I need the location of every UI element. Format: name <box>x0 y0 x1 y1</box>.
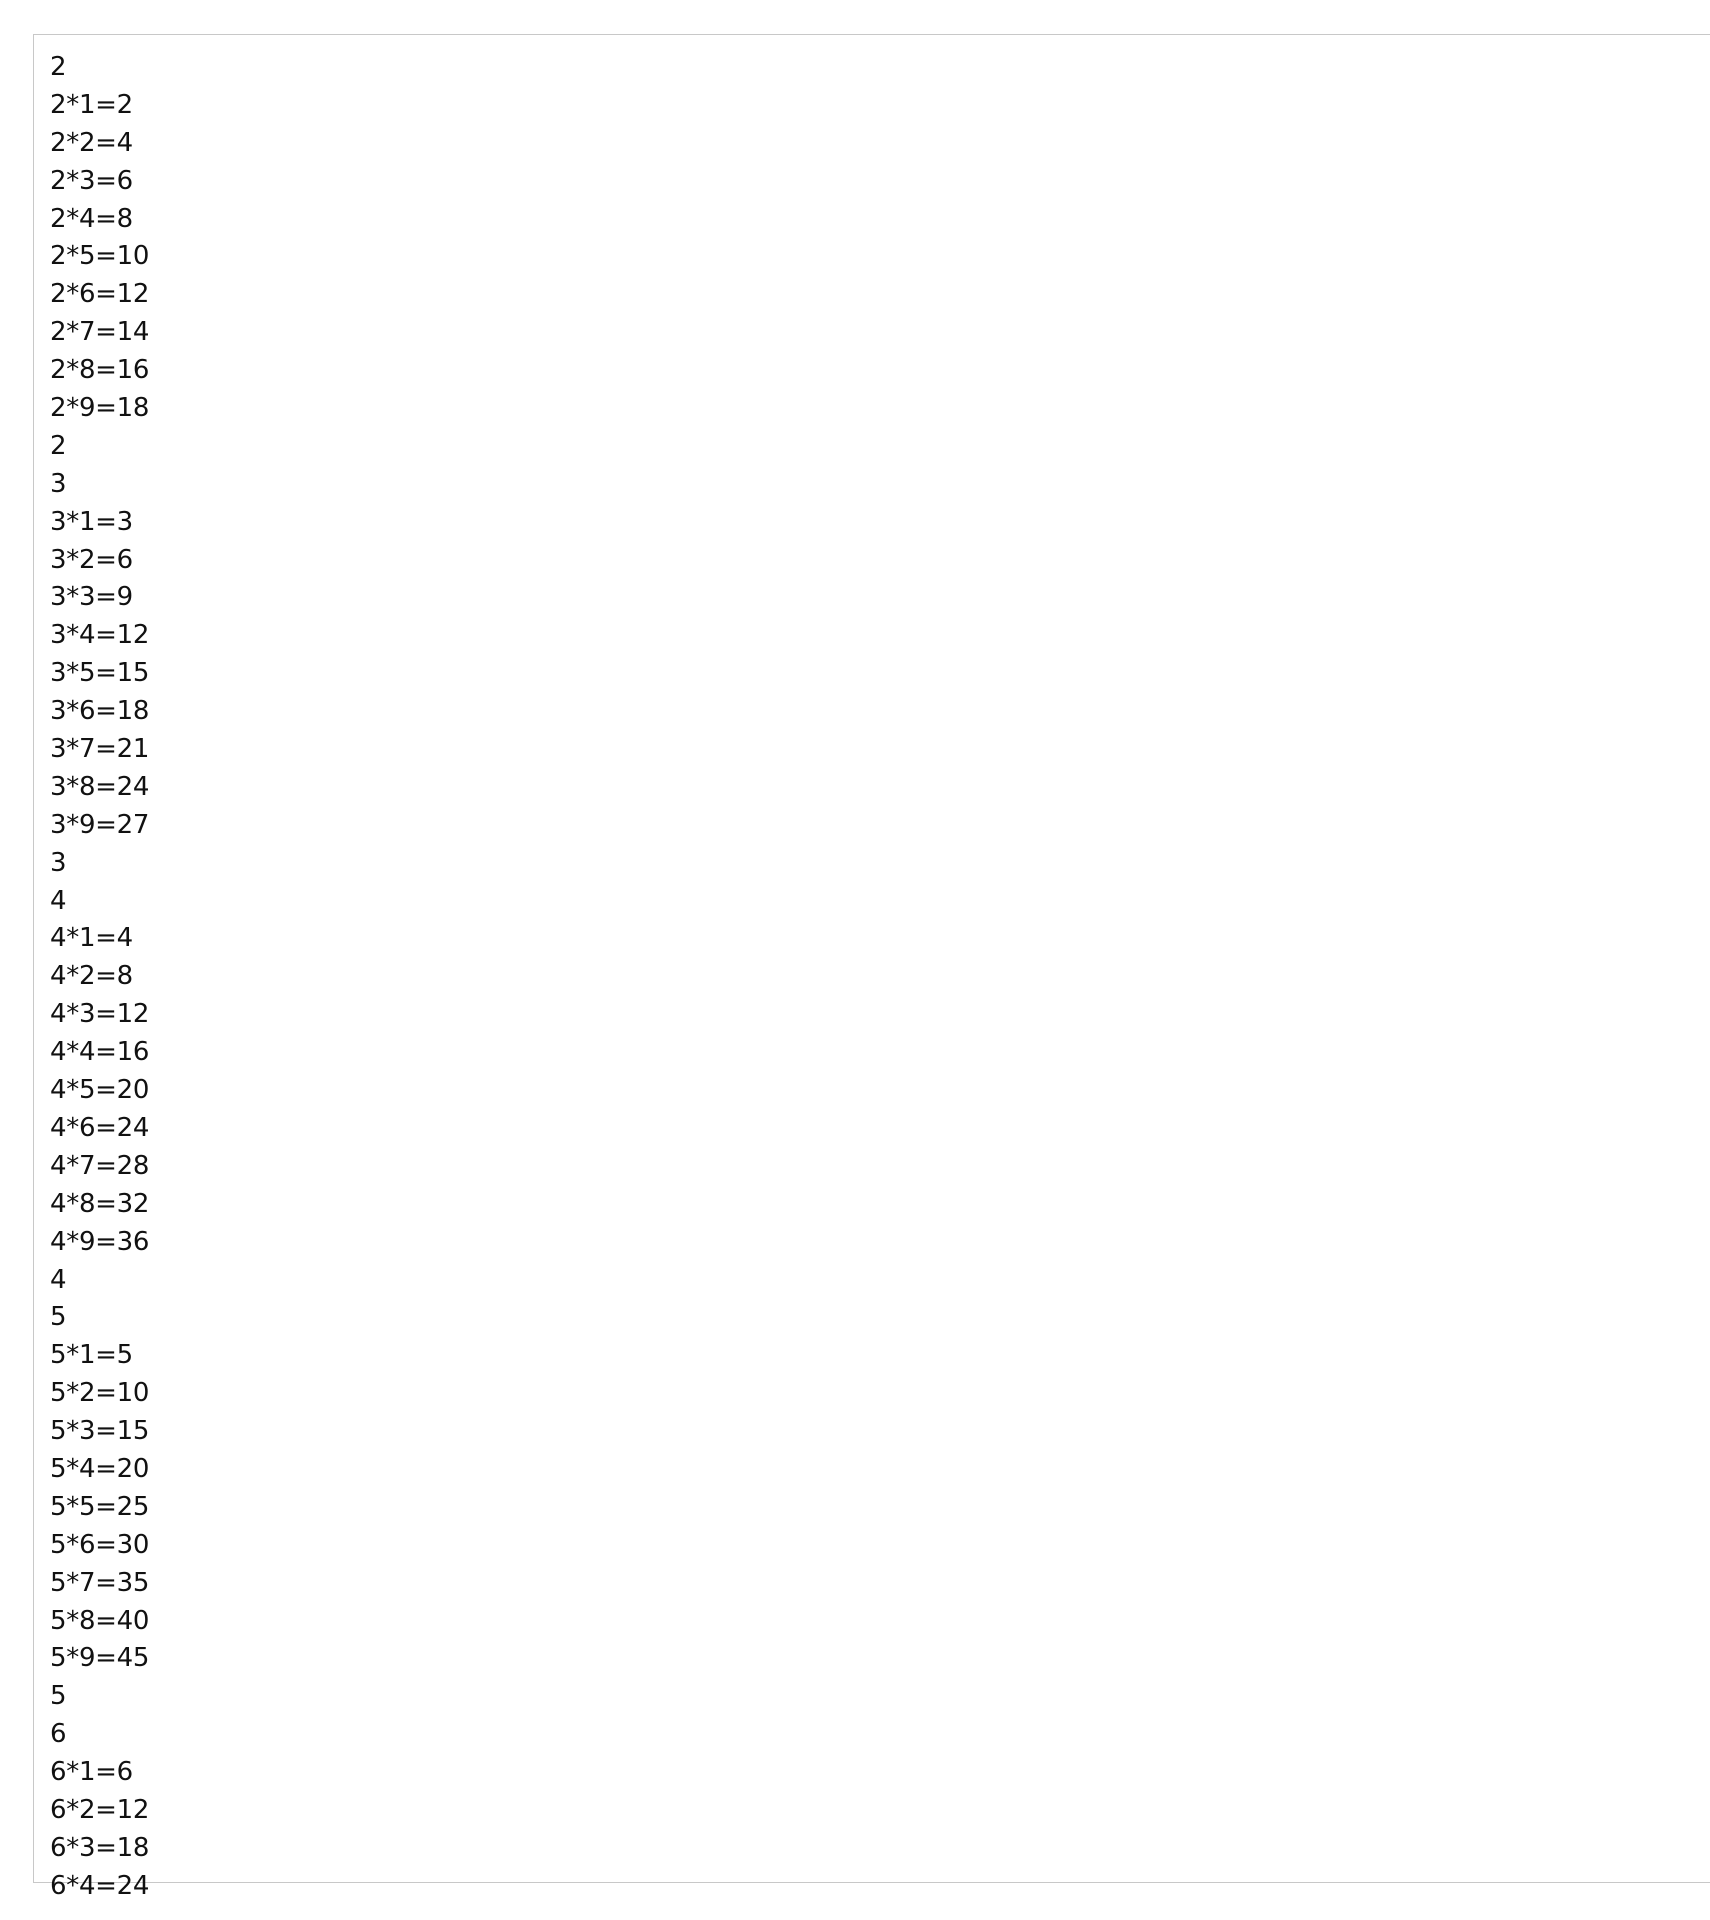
output-line: 2*7=14 <box>50 317 150 348</box>
output-line: 4 <box>50 885 67 916</box>
output-line: 5*3=15 <box>50 1416 150 1447</box>
output-line: 3*8=24 <box>50 771 150 802</box>
output-line: 6*4=24 <box>50 1870 150 1901</box>
output-line: 3*1=3 <box>50 506 133 537</box>
output-line: 5*8=40 <box>50 1605 150 1636</box>
output-line: 5*9=45 <box>50 1643 150 1674</box>
output-line: 4*1=4 <box>50 923 133 954</box>
output-line: 6*1=6 <box>50 1757 133 1788</box>
output-line: 3*9=27 <box>50 809 150 840</box>
output-line: 2 <box>50 52 67 82</box>
output-line: 2*8=16 <box>50 355 150 386</box>
output-line: 4*8=32 <box>50 1188 150 1219</box>
output-line: 4*4=16 <box>50 1037 150 1068</box>
output-lines <box>34 35 1710 1906</box>
output-line: 5*2=10 <box>50 1378 150 1409</box>
output-line: 2*1=2 <box>50 89 133 120</box>
output-line: 3*6=18 <box>50 696 150 727</box>
output-line: 2 <box>50 430 67 461</box>
output-line: 4*7=28 <box>50 1150 150 1181</box>
output-line: 6*2=12 <box>50 1794 150 1825</box>
output-line: 3 <box>50 468 67 499</box>
output-line: 4*2=8 <box>50 961 133 992</box>
output-line: 5*7=35 <box>50 1567 150 1598</box>
output-line: 5 <box>50 1681 67 1712</box>
output-line: 3*2=6 <box>50 544 133 575</box>
output-panel[interactable] <box>33 34 1710 1901</box>
output-line: 2*2=4 <box>50 127 133 158</box>
output-line: 4 <box>50 1264 67 1295</box>
output-line: 4*9=36 <box>50 1226 150 1257</box>
output-line: 3*7=21 <box>50 734 150 765</box>
output-line: 2*3=6 <box>50 165 133 196</box>
output-line: 2*4=8 <box>50 203 133 234</box>
output-line: 5*4=20 <box>50 1453 150 1484</box>
output-line: 6*3=18 <box>50 1832 150 1863</box>
output-line: 5 <box>50 1302 67 1333</box>
output-line: 3*3=9 <box>50 582 133 613</box>
output-line: 6 <box>50 1719 67 1750</box>
output-line: 2*5=10 <box>50 241 150 272</box>
output-line: 4*5=20 <box>50 1075 150 1106</box>
output-line: 3 <box>50 847 67 878</box>
output-line: 3*5=15 <box>50 658 150 689</box>
output-line: 2*9=18 <box>50 393 150 424</box>
output-line: 2*6=12 <box>50 279 150 310</box>
output-line: 5*6=30 <box>50 1529 150 1560</box>
output-line: 4*6=24 <box>50 1112 150 1143</box>
output-line: 5*1=5 <box>50 1340 133 1371</box>
output-line: 5*5=25 <box>50 1491 150 1522</box>
output-line: 4*3=12 <box>50 999 150 1030</box>
output-line: 3*4=12 <box>50 620 150 651</box>
